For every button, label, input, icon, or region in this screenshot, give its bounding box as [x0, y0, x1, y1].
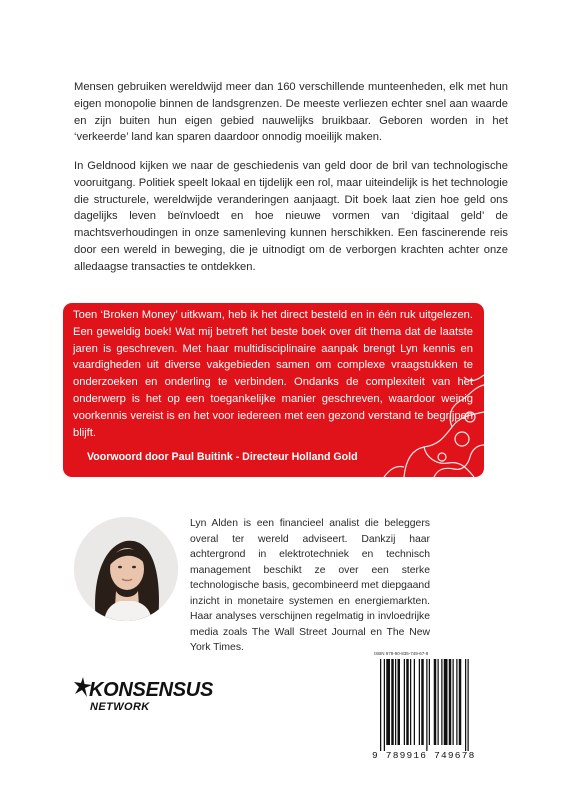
- intro-paragraph-2: In Geldnood kijken we naar de geschiedenis van geld door de bril van technologische vooruitgang. Politiek speelt lokaal en tijdelijk een rol, maar uiteindelijk is het technologie die structurele, wereldwijde veranderingen aanjaagt. Dit boek laat zien hoe geld ons dagelijks leven beïnvloedt en hoe nieuwe vormen van ‘digitaal geld’ de machtsverhoudingen in onze samenleving kunnen herschikken. Een fascinerende reis door een wereld in beweging, die je uitnodigt om de verborgen krachten achter onze alledaagse transacties te ontdekken.: [74, 160, 508, 273]
- isbn-label: ISBN 978-90-835-749-67-8: [374, 651, 429, 656]
- barcode-bar: [465, 659, 466, 751]
- barcode-bar: [444, 659, 448, 745]
- barcode-bar: [429, 659, 430, 745]
- barcode-bar: [456, 659, 457, 745]
- author-photo: [74, 517, 178, 621]
- barcode-bar: [449, 659, 452, 745]
- barcode-bar: [438, 659, 439, 745]
- publisher-subname: NETWORK: [90, 701, 150, 713]
- barcode-bar: [380, 659, 381, 751]
- barcode-bar: [419, 659, 420, 745]
- barcode-bar: [441, 659, 442, 745]
- quote-attribution: Voorwoord door Paul Buitink - Directeur Holland Gold: [87, 451, 358, 463]
- barcode-bar: [391, 659, 394, 745]
- barcode-bar: [384, 659, 385, 751]
- barcode-bars: [372, 659, 511, 757]
- barcode: [372, 651, 511, 764]
- barcode-bar: [386, 659, 390, 745]
- publisher-name: KONSENSUS: [89, 679, 213, 701]
- barcode-bar: [453, 659, 454, 745]
- barcode-bar: [421, 659, 424, 745]
- barcode-bar: [434, 659, 437, 745]
- barcode-bar: [398, 659, 401, 745]
- barcode-bar: [395, 659, 396, 745]
- barcode-bar: [404, 659, 405, 745]
- quote-box: [63, 303, 484, 477]
- barcode-bar: [406, 659, 409, 745]
- barcode-digits: 9 789916 749678: [372, 750, 476, 761]
- intro-paragraph-1: Mensen gebruiken wereldwijd meer dan 160 verschillende munteenheden, elk met hun eigen monopolie binnen de landsgrenzen. De meeste verliezen echter snel aan waarde en zijn buiten hun eigen gebied nauwelijks bruikbaar. Geboren worden in het ‘verkeerde’ land kan sparen daardoor onnodig moeilijk maken.: [74, 81, 508, 144]
- barcode-bar: [459, 659, 462, 745]
- barcode-bar: [426, 659, 427, 751]
- barcode-bar: [468, 659, 469, 751]
- quote-text: Toen ‘Broken Money’ uitkwam, heb ik het direct besteld en in één ruk uitgelezen. Een geweldig boek! Wat mij betreft het beste boek over dit thema dat de laatste jaren is geschreven. Met haar multidisciplinaire aanpak brengt Lyn kennis en vaardigheden uit diverse vakgebieden samen om complexe vraagstukken te onderzoeken en onderling te verbinden. Ondanks de complexiteit van het onderwerp is het op een toegankelijke manier geschreven, waardoor weinig voorkennis vereist is en het voor iedereen met een gezond verstand te begrijpen blijft.: [73, 309, 473, 439]
- author-bio: Lyn Alden is een financieel analist die beleggers overal ter wereld adviseert. Dankzij haar achtergrond in elektrotechniek en technisch management beschikt ze over een sterke technologische basis, gecombineerd met diepgaand inzicht in monetaire systemen en energiemarkten. Haar analyses verschijnen regelmatig in invloedrijke media zoals The Wall Street Journal en The New York Times.: [190, 518, 430, 653]
- barcode-bar: [414, 659, 415, 745]
- barcode-bar: [410, 659, 411, 745]
